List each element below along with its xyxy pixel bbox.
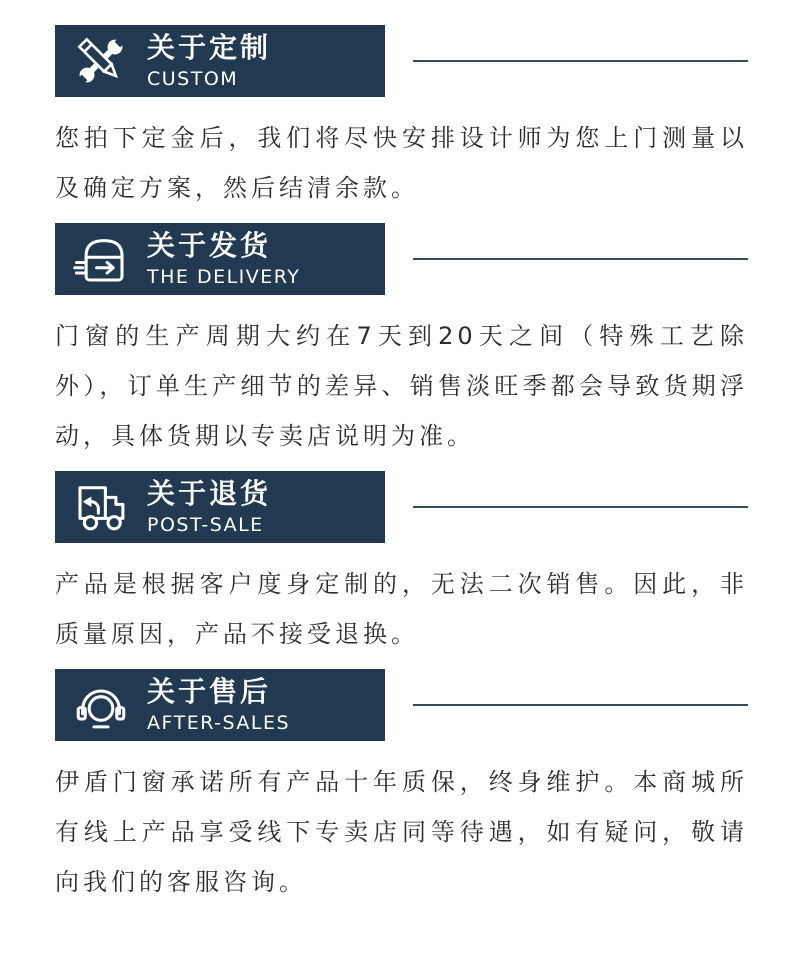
section-body: 产品是根据客户度身定制的，无法二次销售。因此，非质量原因，产品不接受退换。 (55, 570, 748, 648)
section-header (55, 471, 748, 543)
section-subtitle: POST-SALE (147, 513, 264, 536)
section-returns (55, 471, 748, 659)
section-subtitle: THE DELIVERY (147, 265, 301, 288)
section-body: 门窗的生产周期大约在7天到20天之间（特殊工艺除外），订单生产细节的差异、销售淡旺季都会导致货期浮动，具体货期以专卖店说明为准。 (55, 322, 748, 450)
section-custom (55, 25, 748, 213)
divider-line (413, 258, 748, 260)
section-body: 伊盾门窗承诺所有产品十年质保，终身维护。本商城所有线上产品享受线下专卖店同等待遇，如有疑问，敬请向我们的客服咨询。 (55, 768, 748, 896)
section-delivery (55, 223, 748, 461)
section-header (55, 669, 748, 741)
banner-titles (147, 676, 290, 733)
section-header (55, 25, 748, 97)
divider-line (413, 506, 748, 508)
banner-titles (147, 230, 300, 287)
divider-line (413, 704, 748, 706)
divider-line (413, 60, 748, 62)
section-title: 关于退货 (147, 477, 272, 511)
section-banner (55, 471, 385, 543)
section-title: 关于定制 (147, 31, 272, 65)
headset-icon (55, 677, 147, 733)
section-subtitle: CUSTOM (147, 67, 239, 90)
section-body: 您拍下定金后，我们将尽快安排设计师为您上门测量以及确定方案，然后结清余款。 (55, 124, 748, 202)
banner-titles (147, 478, 271, 535)
banner-titles (147, 32, 271, 89)
shipping-box-icon (55, 231, 147, 287)
section-banner (55, 223, 385, 295)
return-truck-icon (55, 479, 147, 535)
section-title: 关于售后 (147, 675, 272, 709)
section-after-sales (55, 669, 748, 907)
section-title: 关于发货 (147, 229, 272, 263)
pencil-wrench-icon (55, 33, 147, 89)
section-subtitle: AFTER-SALES (147, 711, 291, 734)
section-banner (55, 669, 385, 741)
section-banner (55, 25, 385, 97)
section-header (55, 223, 748, 295)
